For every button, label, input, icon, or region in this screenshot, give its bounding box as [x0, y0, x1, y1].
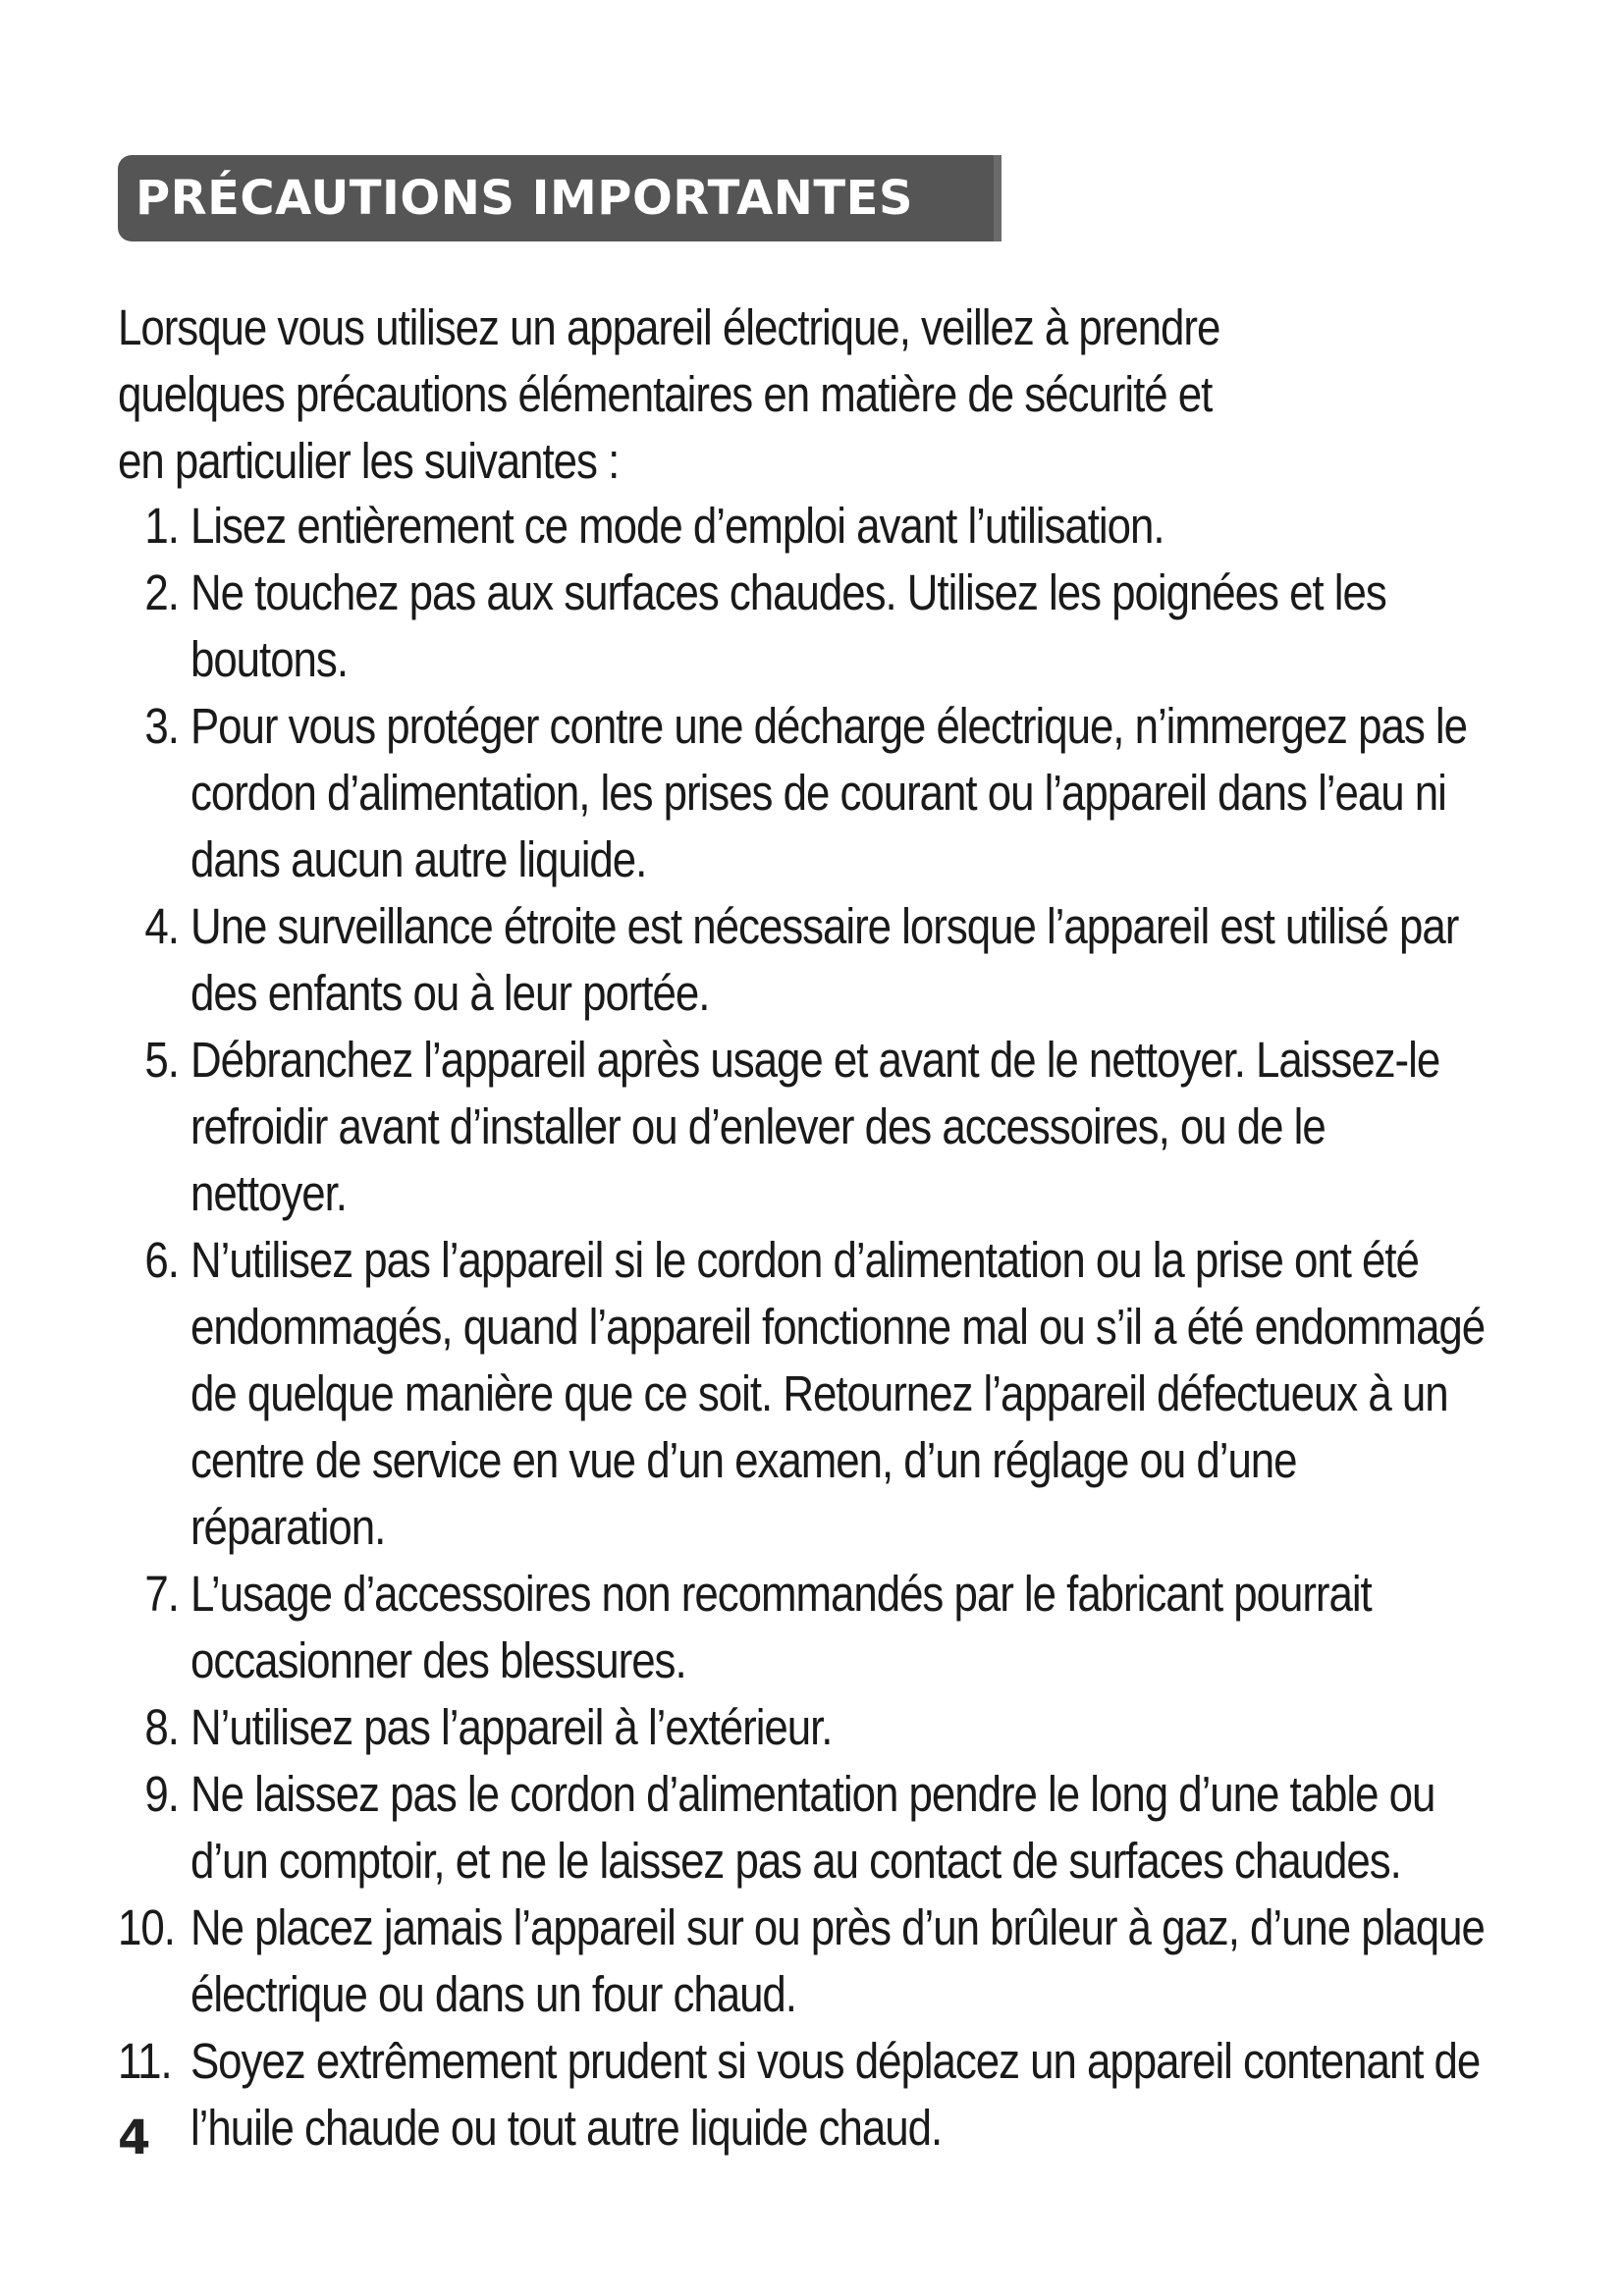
list-item — [118, 1694, 1486, 1761]
list-item-number: 1. — [144, 498, 179, 554]
list-item-number: 4. — [144, 898, 179, 954]
list-item-text: N’utilisez pas l’appareil à l’extérieur. — [189, 1699, 833, 1755]
list-item — [118, 1895, 1486, 2028]
section-heading: PRÉCAUTIONS IMPORTANTES — [135, 171, 914, 226]
list-item-text: Ne laissez pas le cordon d’alimentation pendre le long d’une table ou d’un comptoir, et ne le laissez pas au contact de surfaces chaudes. — [189, 1766, 1435, 1889]
list-item — [118, 1227, 1486, 1561]
list-item-number: 2. — [144, 564, 179, 620]
list-item — [118, 693, 1486, 893]
list-item-text: Une surveillance étroite est nécessaire lorsque l’appareil est utilisé par des enfants ou à leur portée. — [189, 898, 1459, 1021]
list-item — [118, 1027, 1486, 1227]
list-item-text: Lisez entièrement ce mode d’emploi avant l’utilisation. — [189, 498, 1164, 554]
list-item-text: Ne placez jamais l’appareil sur ou près d’un brûleur à gaz, d’une plaque électrique ou dans un four chaud. — [189, 1899, 1485, 2022]
list-item-number: 5. — [144, 1032, 179, 1088]
list-item-number: 3. — [144, 698, 179, 754]
list-item-number: 11. — [118, 2033, 172, 2089]
list-item — [118, 1761, 1486, 1895]
list-item-number: 9. — [144, 1766, 179, 1822]
list-item-text: Ne touchez pas aux surfaces chaudes. Utilisez les poignées et les boutons. — [189, 564, 1386, 687]
list-item — [118, 493, 1486, 560]
list-item — [118, 893, 1486, 1027]
list-item-number: 7. — [144, 1566, 179, 1622]
intro-paragraph: Lorsque vous utilisez un appareil électrique, veillez à prendre quelques précautions élémentaires en matière de sécurité et en particulier les suivantes : — [118, 299, 1220, 489]
list-item-number: 8. — [144, 1699, 179, 1755]
list-item-text: Pour vous protéger contre une décharge électrique, n’immergez pas le cordon d’alimentation, les prises de courant ou l’appareil dans l’eau ni dans aucun autre liquide. — [189, 698, 1467, 887]
list-item-text: Soyez extrêmement prudent si vous déplacez un appareil contenant de l’huile chaude ou tout autre liquide chaud. — [189, 2033, 1481, 2156]
list-item — [118, 1561, 1486, 1694]
list-item-text: N’utilisez pas l’appareil si le cordon d’alimentation ou la prise ont été endommagés, quand l’appareil fonctionne mal ou s’il a été endommagé de quelque manière que ce soit. Retournez l’appareil défectueux à un centre de service en vue d’un examen, d’un réglage ou d’une réparation. — [189, 1232, 1486, 1555]
list-item-text: L’usage d’accessoires non recommandés par le fabricant pourrait occasionner des blessures. — [189, 1566, 1372, 1688]
precautions-list — [118, 493, 1486, 2162]
list-item-number: 6. — [144, 1232, 179, 1288]
list-item-text: Débranchez l’appareil après usage et avant de le nettoyer. Laissez-le refroidir avant d’installer ou d’enlever des accessoires, ou de le nettoyer. — [189, 1032, 1440, 1221]
list-item — [118, 2028, 1486, 2162]
page-number: 4 — [118, 2110, 151, 2165]
list-item — [118, 560, 1486, 693]
section-heading-bar — [118, 155, 1001, 241]
list-item-number: 10. — [118, 1899, 175, 1955]
